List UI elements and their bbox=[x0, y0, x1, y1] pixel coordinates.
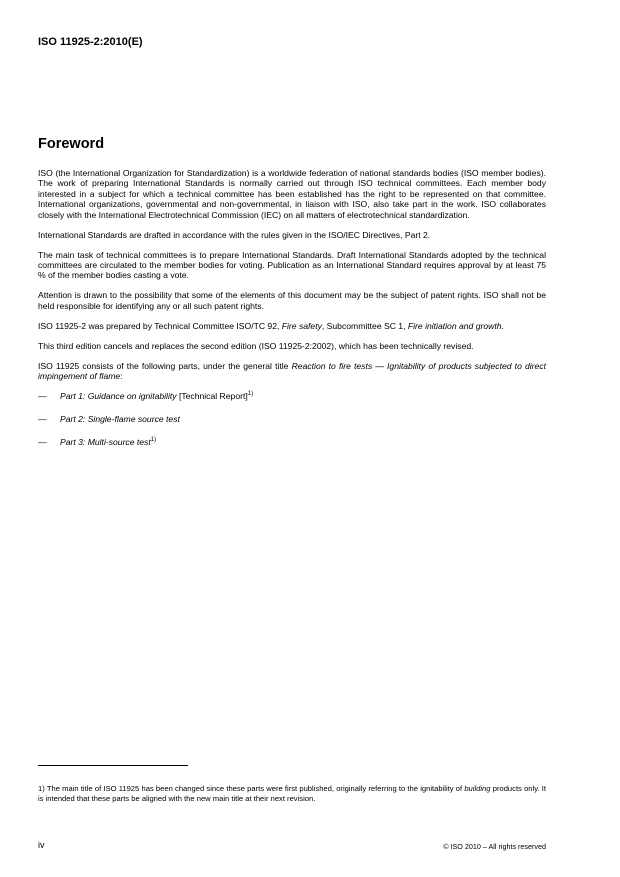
list-item bbox=[38, 437, 546, 447]
foreword-body bbox=[38, 168, 546, 460]
list-item bbox=[38, 391, 546, 401]
paragraph-parts-intro bbox=[38, 361, 546, 382]
footnote-text: 1) The main title of ISO 11925 has been changed since these parts were first published, originally referring to the ignitability of bbox=[38, 784, 465, 793]
paragraph-technical-committees: The main task of technical committees is to prepare International Standards. Draft International Standards adopted by the technical committees are circulated to the member bodies for voting. Publication as an International Standard requires approval by at least 75 % of the member bodies casting a vote. bbox=[38, 249, 546, 281]
footnote-separator bbox=[38, 765, 188, 766]
section-title: Foreword bbox=[38, 136, 105, 152]
part-qualifier: [Technical Report] bbox=[176, 391, 248, 402]
footnote-text-end: products only. It is intended that these parts be aligned with the new main title at their next revision. bbox=[38, 784, 546, 804]
paragraph-iso-intro: ISO (the International Organization for Standardization) is a worldwide federation of national standards bodies (ISO member bodies). The work of preparing International Standards is normally carried out through ISO technical committees. Each member body interested in a subject for which a technical committee has been established has the right to be represented on that committee. International organizations, governmental and non-governmental, in liaison with ISO, also take part in the work. ISO collaborates closely with the International Electrotechnical Commission (IEC) on all matters of electrotechnical standardization. bbox=[38, 168, 546, 220]
copyright-notice: © ISO 2010 – All rights reserved bbox=[443, 842, 546, 851]
subcommittee-text: , Subcommittee SC 1, bbox=[321, 320, 408, 331]
paragraph-prepared-by bbox=[38, 321, 546, 331]
general-title: Reaction to fire tests — Ignitability of products subjected to direct impingement of flame bbox=[38, 360, 547, 382]
paragraph-edition: This third edition cancels and replaces the second edition (ISO 11925-2:2002), which has been technically revised. bbox=[38, 340, 474, 351]
part-title: Part 1: Guidance on ignitability bbox=[60, 391, 177, 402]
parts-intro-text: ISO 11925 consists of the following parts, under the general title bbox=[38, 360, 292, 371]
parts-list bbox=[38, 391, 546, 447]
subcommittee-title: Fire initiation and growth bbox=[407, 320, 502, 331]
list-dash: — bbox=[38, 391, 47, 402]
page-number: iv bbox=[38, 840, 45, 850]
footnote bbox=[38, 784, 546, 805]
period: . bbox=[501, 320, 504, 331]
footnote-ref[interactable]: 1) bbox=[247, 391, 254, 398]
part-title: Part 3: Multi-source test bbox=[60, 436, 151, 447]
footnote-emphasis: building bbox=[464, 784, 491, 793]
footnote-ref[interactable]: 1) bbox=[150, 436, 157, 443]
prepared-by-text: ISO 11925-2 was prepared by Technical Committee ISO/TC 92, bbox=[38, 320, 282, 331]
list-dash: — bbox=[38, 414, 47, 425]
list-item bbox=[38, 414, 546, 424]
document-header: ISO 11925-2:2010(E) bbox=[38, 36, 143, 48]
committee-title: Fire safety bbox=[281, 320, 322, 331]
paragraph-directives: International Standards are drafted in accordance with the rules given in the ISO/IEC Directives, Part 2. bbox=[38, 229, 431, 240]
paragraph-patent-rights: Attention is drawn to the possibility that some of the elements of this document may be the subject of patent rights. ISO shall not be held responsible for identifying any or all such patent rights. bbox=[38, 290, 546, 311]
list-dash: — bbox=[38, 436, 47, 447]
colon: : bbox=[120, 371, 123, 382]
part-title: Part 2: Single-flame source test bbox=[60, 414, 180, 425]
